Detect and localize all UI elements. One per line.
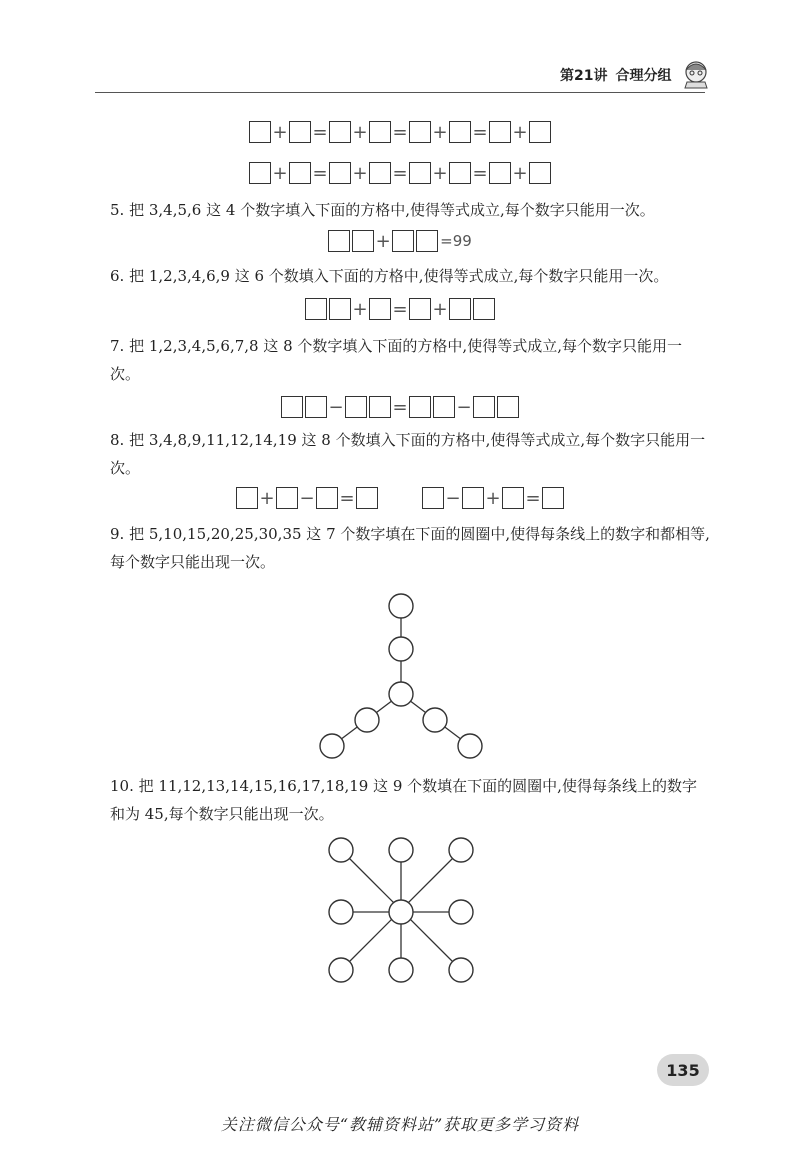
answer-box[interactable] — [422, 487, 444, 509]
equation-row-5 — [0, 226, 800, 256]
plus-sign: + — [512, 162, 528, 184]
answer-circle[interactable] — [389, 637, 413, 661]
answer-box[interactable] — [289, 121, 311, 143]
answer-box[interactable] — [369, 121, 391, 143]
plus-sign: + — [485, 487, 501, 509]
problem-text: 把 1,2,3,4,6,9 这 6 个数填入下面的方格中,使得等式成立,每个数字只能用一次。 — [129, 267, 669, 285]
answer-circle[interactable] — [423, 708, 447, 732]
answer-circle[interactable] — [389, 900, 413, 924]
equals-sign: = — [472, 162, 488, 184]
answer-box[interactable] — [529, 162, 551, 184]
equation-row-7 — [0, 392, 800, 422]
answer-box[interactable] — [369, 396, 391, 418]
problem-number: 7. — [110, 337, 125, 355]
plus-sign: + — [432, 162, 448, 184]
answer-box[interactable] — [345, 396, 367, 418]
equation-row-8 — [0, 483, 800, 513]
header-rule — [95, 92, 705, 93]
answer-box[interactable] — [489, 121, 511, 143]
answer-box[interactable] — [433, 396, 455, 418]
problem-7 — [110, 332, 710, 388]
problem-5 — [110, 196, 710, 224]
answer-box[interactable] — [449, 162, 471, 184]
answer-box[interactable] — [369, 298, 391, 320]
answer-circle[interactable] — [329, 900, 353, 924]
answer-circle[interactable] — [389, 958, 413, 982]
plus-sign: + — [352, 298, 368, 320]
equals-sign: = — [312, 162, 328, 184]
plus-sign: + — [352, 162, 368, 184]
answer-box[interactable] — [329, 162, 351, 184]
answer-circle[interactable] — [320, 734, 344, 758]
problem-10 — [110, 772, 710, 828]
answer-circle[interactable] — [458, 734, 482, 758]
answer-box[interactable] — [289, 162, 311, 184]
answer-box[interactable] — [542, 487, 564, 509]
minus-sign: − — [299, 487, 315, 509]
problem-text: 把 3,4,5,6 这 4 个数字填入下面的方格中,使得等式成立,每个数字只能用一次。 — [129, 201, 655, 219]
answer-box[interactable] — [449, 298, 471, 320]
answer-box[interactable] — [392, 230, 414, 252]
answer-box[interactable] — [409, 162, 431, 184]
answer-box[interactable] — [409, 396, 431, 418]
answer-circle[interactable] — [329, 958, 353, 982]
problem-text: 把 1,2,3,4,5,6,7,8 这 8 个数字填入下面的方格中,使得等式成立,每个数字只能用一次。 — [110, 337, 682, 383]
answer-box[interactable] — [473, 298, 495, 320]
answer-box[interactable] — [449, 121, 471, 143]
problem-text: 把 3,4,8,9,11,12,14,19 这 8 个数填入下面的方格中,使得等式成立,每个数字只能用一次。 — [110, 431, 706, 477]
answer-box[interactable] — [316, 487, 338, 509]
answer-box[interactable] — [236, 487, 258, 509]
answer-box[interactable] — [249, 162, 271, 184]
problem-number: 10. — [110, 777, 134, 795]
answer-circle[interactable] — [389, 838, 413, 862]
answer-circle[interactable] — [389, 682, 413, 706]
star-circle-diagram — [0, 830, 800, 990]
answer-box[interactable] — [305, 298, 327, 320]
plus-sign: + — [432, 298, 448, 320]
plus-sign: + — [432, 121, 448, 143]
equals-sign: = — [339, 487, 355, 509]
answer-box[interactable] — [249, 121, 271, 143]
page-number: 135 — [657, 1054, 709, 1086]
answer-box[interactable] — [329, 121, 351, 143]
answer-circle[interactable] — [355, 708, 379, 732]
y-shape-circle-diagram — [0, 585, 800, 765]
answer-box[interactable] — [462, 487, 484, 509]
plus-sign: + — [352, 121, 368, 143]
answer-circle[interactable] — [449, 838, 473, 862]
equals-sign: = — [525, 487, 541, 509]
footer-note: 关注微信公众号“教辅资料站”获取更多学习资料 — [220, 1115, 580, 1134]
problem-9 — [110, 520, 710, 576]
answer-box[interactable] — [529, 121, 551, 143]
mascot-icon — [679, 58, 713, 92]
equals-sign: = — [392, 396, 408, 418]
answer-circle[interactable] — [449, 900, 473, 924]
answer-box[interactable] — [329, 298, 351, 320]
equation-row-a1 — [0, 117, 800, 147]
plus-sign: + — [272, 121, 288, 143]
plus-sign: + — [272, 162, 288, 184]
equals-sign: = — [472, 121, 488, 143]
problem-number: 5. — [110, 201, 125, 219]
problem-number: 8. — [110, 431, 125, 449]
answer-box[interactable] — [409, 298, 431, 320]
problem-6 — [110, 262, 710, 290]
equals-sign: = — [312, 121, 328, 143]
equation-row-a2 — [0, 158, 800, 188]
answer-box[interactable] — [416, 230, 438, 252]
page-header — [560, 62, 713, 88]
answer-box[interactable] — [497, 396, 519, 418]
plus-sign: + — [259, 487, 275, 509]
minus-sign: − — [328, 396, 344, 418]
minus-sign: − — [456, 396, 472, 418]
answer-box[interactable] — [409, 121, 431, 143]
problem-text: 把 11,12,13,14,15,16,17,18,19 这 9 个数填在下面的圆圈中,使得每条线上的数字和为 45,每个数字只能出现一次。 — [110, 777, 697, 823]
answer-box[interactable] — [276, 487, 298, 509]
answer-box[interactable] — [356, 487, 378, 509]
problem-8 — [110, 426, 710, 482]
plus-sign: + — [512, 121, 528, 143]
equation-result: =99 — [440, 232, 472, 250]
answer-box[interactable] — [305, 396, 327, 418]
topic-label: 合理分组 — [615, 68, 672, 84]
equals-sign: = — [392, 121, 408, 143]
problem-number: 9. — [110, 525, 125, 543]
lecture-label: 第21讲 — [560, 68, 608, 84]
answer-circle[interactable] — [329, 838, 353, 862]
answer-circle[interactable] — [389, 594, 413, 618]
answer-box[interactable] — [281, 396, 303, 418]
answer-circle[interactable] — [449, 958, 473, 982]
answer-box[interactable] — [473, 396, 495, 418]
equals-sign: = — [392, 162, 408, 184]
problem-text: 把 5,10,15,20,25,30,35 这 7 个数字填在下面的圆圈中,使得每条线上的数字和都相等,每个数字只能出现一次。 — [110, 525, 710, 571]
answer-box[interactable] — [352, 230, 374, 252]
minus-sign: − — [445, 487, 461, 509]
problem-number: 6. — [110, 267, 125, 285]
answer-box[interactable] — [489, 162, 511, 184]
answer-box[interactable] — [502, 487, 524, 509]
plus-sign: + — [375, 230, 391, 252]
equation-row-6 — [0, 294, 800, 324]
equals-sign: = — [392, 298, 408, 320]
answer-box[interactable] — [369, 162, 391, 184]
answer-box[interactable] — [328, 230, 350, 252]
